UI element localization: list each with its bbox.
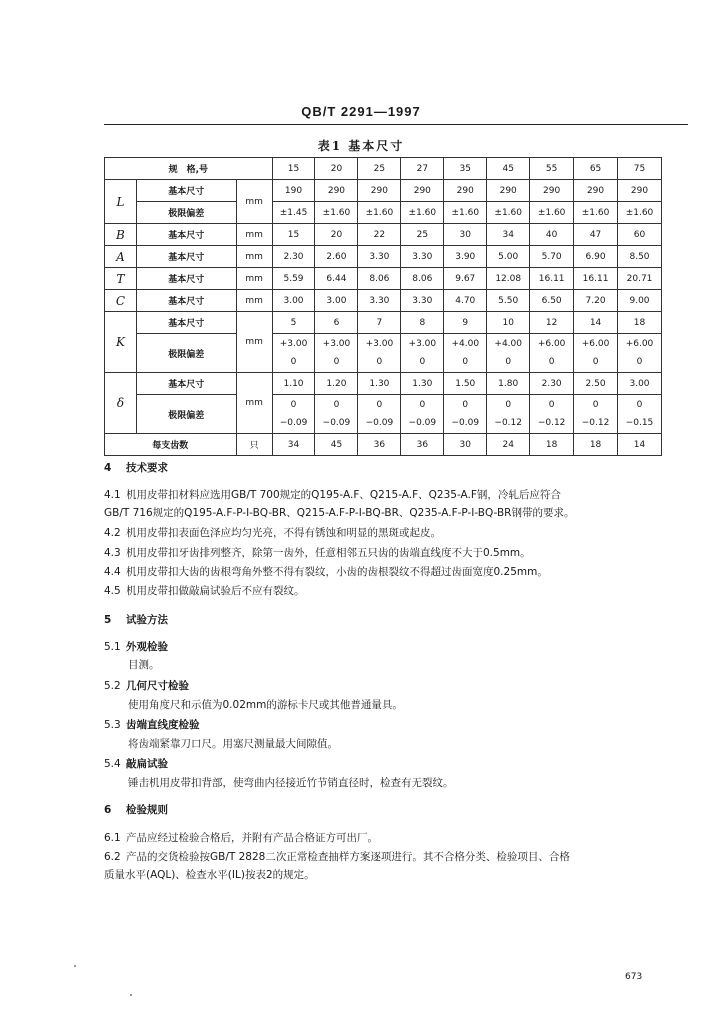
unit-cell: mm — [236, 373, 272, 434]
upper-deviation: 0 — [636, 400, 643, 410]
basic-value-cell: 60 — [618, 224, 662, 246]
basic-value-cell: 3.90 — [444, 246, 487, 268]
basic-value-cell: 7.20 — [574, 290, 618, 312]
basic-size-label: 基本尺寸 — [136, 246, 236, 268]
tolerance-value-cell — [574, 395, 618, 434]
basic-value-cell: 25 — [401, 224, 444, 246]
table-caption: 表1 基本尺寸 — [317, 139, 405, 153]
table-row — [105, 268, 662, 290]
basic-value-cell: 9.67 — [444, 268, 487, 290]
tolerance-value-cell: ±1.60 — [574, 202, 618, 224]
clause-4-3: 4.3 机用皮带扣牙齿排列整齐，除第一齿外，任意相邻五只齿的齿端直线度不大于0.5mm。 — [104, 547, 531, 559]
dimension-symbol: B — [105, 224, 137, 246]
basic-value-cell: 290 — [530, 180, 574, 202]
basic-value-cell: 20.71 — [618, 268, 662, 290]
teeth-value-cell: 36 — [401, 434, 444, 456]
teeth-value-cell: 24 — [487, 434, 530, 456]
basic-value-cell: 290 — [618, 180, 662, 202]
clause-4-5: 4.5 机用皮带扣做敲扁试验后不应有裂纹。 — [104, 585, 305, 597]
upper-deviation: 0 — [290, 400, 297, 410]
tolerance-stack — [487, 396, 529, 432]
table-row — [105, 202, 662, 224]
page-number: 673 — [625, 972, 643, 982]
lower-deviation: 0 — [505, 357, 512, 367]
upper-deviation: +6.00 — [625, 339, 654, 349]
basic-size-label: 基本尺寸 — [136, 373, 236, 395]
unit-cell: mm — [236, 180, 272, 224]
upper-deviation: 0 — [376, 400, 383, 410]
lower-deviation: 0 — [548, 357, 555, 367]
section-5-heading: 5 试验方法 — [104, 614, 168, 626]
section-6-heading: 6 检验规则 — [104, 804, 168, 816]
basic-value-cell: 3.30 — [401, 246, 444, 268]
teeth-value-cell: 18 — [574, 434, 618, 456]
teeth-count-row — [105, 434, 662, 456]
unit-cell: mm — [236, 224, 272, 246]
lower-deviation: 0 — [592, 357, 599, 367]
basic-value-cell: 3.00 — [618, 373, 662, 395]
teeth-value-cell: 30 — [444, 434, 487, 456]
basic-value-cell: 5.70 — [530, 246, 574, 268]
tolerance-value-cell — [487, 334, 530, 373]
table-row — [105, 334, 662, 373]
basic-value-cell: 1.50 — [444, 373, 487, 395]
tolerance-value-cell — [401, 395, 444, 434]
basic-value-cell: 2.50 — [574, 373, 618, 395]
tolerance-value-cell — [487, 395, 530, 434]
upper-deviation: +4.00 — [494, 339, 522, 349]
tolerance-value-cell: ±1.60 — [444, 202, 487, 224]
tolerance-value-cell: ±1.60 — [487, 202, 530, 224]
basic-value-cell: 3.30 — [358, 290, 401, 312]
basic-value-cell: 290 — [401, 180, 444, 202]
clause-5-2-text: 使用角度尺和示值为0.02mm的游标卡尺或其他普通量具。 — [128, 699, 403, 711]
basic-value-cell: 8.06 — [358, 268, 401, 290]
basic-value-cell: 3.00 — [315, 290, 358, 312]
size-cell: 27 — [401, 158, 444, 180]
basic-value-cell: 290 — [444, 180, 487, 202]
basic-value-cell: 6 — [315, 312, 358, 334]
basic-value-cell: 7 — [358, 312, 401, 334]
basic-value-cell: 18 — [618, 312, 662, 334]
tolerance-value-cell — [444, 334, 487, 373]
basic-value-cell: 1.10 — [272, 373, 315, 395]
tolerance-stack — [574, 396, 617, 432]
basic-value-cell: 10 — [487, 312, 530, 334]
upper-deviation: 0 — [462, 400, 469, 410]
size-cell: 65 — [574, 158, 618, 180]
basic-value-cell: 3.30 — [401, 290, 444, 312]
table-row — [105, 180, 662, 202]
table-row — [105, 312, 662, 334]
lower-deviation: 0 — [290, 357, 297, 367]
tolerance-stack — [618, 335, 661, 371]
dimension-symbol: L — [105, 180, 137, 224]
size-cell: 45 — [487, 158, 530, 180]
tolerance-stack — [530, 396, 573, 432]
tolerance-value-cell — [530, 334, 574, 373]
tolerance-value-cell — [315, 395, 358, 434]
basic-value-cell: 16.11 — [530, 268, 574, 290]
dimension-symbol: T — [105, 268, 137, 290]
lower-deviation: −0.09 — [279, 418, 308, 428]
basic-value-cell: 15 — [272, 224, 315, 246]
table-row — [105, 373, 662, 395]
upper-deviation: +4.00 — [451, 339, 480, 349]
tolerance-value-cell: ±1.60 — [401, 202, 444, 224]
tolerance-value-cell: ±1.45 — [272, 202, 315, 224]
upper-deviation: +6.00 — [581, 339, 610, 349]
lower-deviation: −0.12 — [494, 418, 522, 428]
dimension-symbol: δ — [105, 373, 137, 434]
clause-6-1: 6.1 产品应经过检验合格后，并附有产品合格证方可出厂。 — [104, 832, 378, 844]
basic-value-cell: 1.80 — [487, 373, 530, 395]
basic-value-cell: 190 — [272, 180, 315, 202]
teeth-value-cell: 14 — [618, 434, 662, 456]
table-row — [105, 395, 662, 434]
basic-value-cell: 9.00 — [618, 290, 662, 312]
size-cell: 15 — [272, 158, 315, 180]
lower-deviation: −0.12 — [581, 418, 610, 428]
tolerance-value-cell — [401, 334, 444, 373]
basic-value-cell: 30 — [444, 224, 487, 246]
tolerance-stack — [315, 396, 357, 432]
basic-value-cell: 20 — [315, 224, 358, 246]
basic-value-cell: 9 — [444, 312, 487, 334]
basic-value-cell: 12.08 — [487, 268, 530, 290]
basic-value-cell: 5.59 — [272, 268, 315, 290]
basic-value-cell: 6.90 — [574, 246, 618, 268]
clause-4-2: 4.2 机用皮带扣表面色泽应均匀光亮，不得有锈蚀和明显的黑斑或起皮。 — [104, 527, 441, 539]
tolerance-stack — [618, 396, 661, 432]
basic-value-cell: 5.00 — [487, 246, 530, 268]
tolerance-stack — [444, 396, 486, 432]
standard-header: QB/T 2291—1997 — [301, 104, 421, 119]
lower-deviation: 0 — [636, 357, 643, 367]
tolerance-stack — [487, 335, 529, 371]
tolerance-value-cell — [530, 395, 574, 434]
tolerance-value-cell — [358, 334, 401, 373]
tolerance-value-cell: ±1.60 — [530, 202, 574, 224]
clause-5-3-title: 5.3 齿端直线度检验 — [104, 719, 200, 731]
lower-deviation: −0.09 — [451, 418, 480, 428]
basic-value-cell: 8.50 — [618, 246, 662, 268]
tolerance-stack — [273, 396, 315, 432]
size-cell: 55 — [530, 158, 574, 180]
lower-deviation: −0.12 — [537, 418, 566, 428]
clause-5-4-title: 5.4 敲扁试验 — [104, 758, 168, 770]
basic-size-label: 基本尺寸 — [136, 290, 236, 312]
tolerance-value-cell — [358, 395, 401, 434]
dimension-symbol: K — [105, 312, 137, 373]
section-4-heading: 4 技术要求 — [104, 462, 168, 474]
tolerance-value-cell: ±1.60 — [618, 202, 662, 224]
basic-value-cell: 3.30 — [358, 246, 401, 268]
basic-value-cell: 34 — [487, 224, 530, 246]
basic-value-cell: 16.11 — [574, 268, 618, 290]
upper-deviation: 0 — [592, 400, 599, 410]
dimension-symbol: A — [105, 246, 137, 268]
basic-value-cell: 1.30 — [358, 373, 401, 395]
teeth-count-label: 每支齿数 — [105, 434, 237, 456]
basic-value-cell: 6.50 — [530, 290, 574, 312]
table-row — [105, 224, 662, 246]
basic-value-cell: 14 — [574, 312, 618, 334]
basic-size-label: 基本尺寸 — [136, 180, 236, 202]
tolerance-label: 极限偏差 — [136, 334, 236, 373]
scan-speck — [74, 965, 76, 967]
basic-value-cell: 8.06 — [401, 268, 444, 290]
tolerance-stack — [358, 396, 400, 432]
lower-deviation: 0 — [333, 357, 340, 367]
tolerance-value-cell — [272, 334, 315, 373]
tolerance-value-cell — [444, 395, 487, 434]
basic-value-cell: 290 — [574, 180, 618, 202]
basic-value-cell: 5.50 — [487, 290, 530, 312]
clause-5-1-text: 目测。 — [128, 659, 160, 671]
clause-5-3-text: 将齿端紧靠刀口尺。用塞尺测量最大间隙值。 — [128, 738, 338, 750]
tolerance-stack — [401, 396, 443, 432]
basic-value-cell: 8 — [401, 312, 444, 334]
basic-value-cell: 5 — [272, 312, 315, 334]
clause-4-4: 4.4 机用皮带扣大齿的齿根弯角外整不得有裂纹，小齿的齿根裂纹不得超过齿面宽度0.25mm。 — [104, 566, 548, 578]
size-cell: 20 — [315, 158, 358, 180]
size-cell: 75 — [618, 158, 662, 180]
tolerance-stack — [358, 335, 400, 371]
basic-value-cell: 3.00 — [272, 290, 315, 312]
clause-5-2-title: 5.2 几何尺寸检验 — [104, 680, 189, 692]
basic-size-label: 基本尺寸 — [136, 224, 236, 246]
tolerance-value-cell — [618, 334, 662, 373]
basic-value-cell: 2.30 — [272, 246, 315, 268]
upper-deviation: 0 — [333, 400, 340, 410]
basic-value-cell: 2.60 — [315, 246, 358, 268]
basic-value-cell: 1.20 — [315, 373, 358, 395]
table-row — [105, 290, 662, 312]
teeth-value-cell: 45 — [315, 434, 358, 456]
lower-deviation: 0 — [419, 357, 426, 367]
tolerance-stack — [530, 335, 573, 371]
teeth-value-cell: 34 — [272, 434, 315, 456]
tolerance-stack — [444, 335, 486, 371]
teeth-value-cell: 36 — [358, 434, 401, 456]
basic-value-cell: 2.30 — [530, 373, 574, 395]
header-rule — [104, 124, 688, 125]
lower-deviation: −0.09 — [322, 418, 351, 428]
tolerance-stack — [574, 335, 617, 371]
size-cell: 25 — [358, 158, 401, 180]
lower-deviation: −0.09 — [365, 418, 394, 428]
upper-deviation: 0 — [505, 400, 512, 410]
upper-deviation: +3.00 — [322, 339, 351, 349]
upper-deviation: +3.00 — [365, 339, 394, 349]
unit-cell: mm — [236, 312, 272, 373]
size-cell: 35 — [444, 158, 487, 180]
tolerance-value-cell — [618, 395, 662, 434]
tolerance-stack — [273, 335, 315, 371]
tolerance-stack — [315, 335, 357, 371]
scan-speck — [130, 994, 132, 996]
clause-6-2: 6.2 产品的交货检验按GB/T 2828二次正常检查抽样方案逐项进行。其不合格分类、检验项目、合格 质量水平(AQL)、检查水平(IL)按表2的规定。 — [104, 851, 570, 881]
basic-size-label: 基本尺寸 — [136, 312, 236, 334]
teeth-value-cell: 18 — [530, 434, 574, 456]
lower-deviation: 0 — [462, 357, 469, 367]
basic-size-label: 基本尺寸 — [136, 268, 236, 290]
basic-value-cell: 22 — [358, 224, 401, 246]
upper-deviation: 0 — [419, 400, 426, 410]
basic-value-cell: 6.44 — [315, 268, 358, 290]
unit-cell: mm — [236, 290, 272, 312]
unit-cell: mm — [236, 268, 272, 290]
upper-deviation: +6.00 — [537, 339, 566, 349]
tolerance-value-cell: ±1.60 — [315, 202, 358, 224]
basic-value-cell: 290 — [358, 180, 401, 202]
tolerance-label: 极限偏差 — [136, 202, 236, 224]
tolerance-stack — [401, 335, 443, 371]
table-header-row — [105, 158, 662, 180]
tolerance-label: 极限偏差 — [136, 395, 236, 434]
basic-value-cell: 4.70 — [444, 290, 487, 312]
spec-header-cell: 规 格,号 — [105, 158, 273, 180]
basic-value-cell: 40 — [530, 224, 574, 246]
unit-cell: 只 — [236, 434, 272, 456]
upper-deviation: 0 — [548, 400, 555, 410]
clause-5-1-title: 5.1 外观检验 — [104, 641, 168, 653]
basic-value-cell: 1.30 — [401, 373, 444, 395]
lower-deviation: 0 — [376, 357, 383, 367]
tolerance-value-cell — [574, 334, 618, 373]
unit-cell: mm — [236, 246, 272, 268]
lower-deviation: −0.15 — [625, 418, 654, 428]
clause-4-1: 4.1 机用皮带扣材料应选用GB/T 700规定的Q195-A.F、Q215-A.F、Q235-A.F钢，冷轧后应符合 GB/T 716规定的Q195-A.F-P-I-BQ-BR、Q215-A.F-P-I-BQ-BR、Q235-A.F-P-I-BQ-BR钢带的要求。 — [104, 489, 575, 519]
table-row — [105, 246, 662, 268]
basic-value-cell: 290 — [315, 180, 358, 202]
lower-deviation: −0.09 — [408, 418, 437, 428]
upper-deviation: +3.00 — [279, 339, 308, 349]
basic-value-cell: 12 — [530, 312, 574, 334]
dimension-symbol: C — [105, 290, 137, 312]
basic-value-cell: 47 — [574, 224, 618, 246]
basic-dimensions-table — [104, 157, 662, 456]
upper-deviation: +3.00 — [408, 339, 437, 349]
tolerance-value-cell: ±1.60 — [358, 202, 401, 224]
clause-5-4-text: 锤击机用皮带扣背部，使弯曲内径接近竹节销直径时，检查有无裂纹。 — [128, 777, 454, 789]
tolerance-value-cell — [272, 395, 315, 434]
tolerance-value-cell — [315, 334, 358, 373]
basic-value-cell: 290 — [487, 180, 530, 202]
